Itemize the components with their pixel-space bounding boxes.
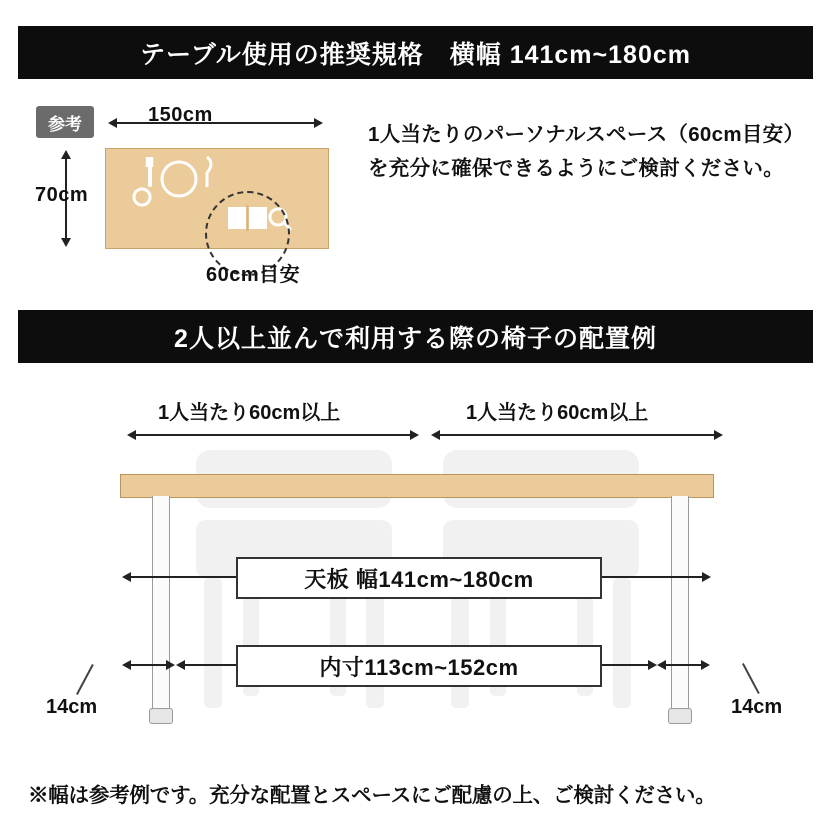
- width-arrow-left-head: [108, 118, 117, 128]
- top-heading-text: テーブル使用の推奨規格 横幅 141cm~180cm: [140, 40, 691, 69]
- section1-paragraph: 1人当たりのパーソナルスペース（60cm目安）を充分に確保できるようにご検討ください。: [368, 123, 794, 180]
- width-dimension-line: [117, 122, 315, 124]
- overhang-right-head-b: [701, 660, 710, 670]
- table-leg-right: [671, 496, 689, 710]
- per-person-right-line: [440, 434, 716, 436]
- inner-width-line-right: [594, 664, 650, 666]
- inner-width-callout-label: 内寸113cm~152cm: [319, 654, 519, 680]
- table-foot-left: [149, 708, 173, 724]
- overhang-right-label: 14cm: [731, 696, 783, 718]
- table-foot-right: [668, 708, 692, 724]
- overhang-right-line: [666, 664, 704, 666]
- tabletop-width-callout-label: 天板 幅141cm~180cm: [304, 566, 534, 592]
- per-person-right-head-right: [714, 430, 723, 440]
- overhang-left-head-a: [122, 660, 131, 670]
- inner-width-line-left: [185, 664, 241, 666]
- overhang-left-line: [131, 664, 169, 666]
- overhang-right-head-a: [657, 660, 666, 670]
- tabletop-width-line-right: [594, 576, 704, 578]
- width-arrow-right-head: [314, 118, 323, 128]
- inner-width-callout: [236, 645, 602, 687]
- reference-badge-label: 参考: [48, 114, 82, 134]
- table-leg-left: [152, 496, 170, 710]
- top-heading-band: [18, 26, 813, 79]
- per-person-left-head-left: [127, 430, 136, 440]
- height-arrow-top-head: [61, 150, 71, 159]
- width-dimension-label: 150cm: [148, 104, 213, 126]
- overhang-left-label: 14cm: [46, 696, 98, 718]
- per-person-left-line: [136, 434, 412, 436]
- tabletop-width-line-left: [131, 576, 241, 578]
- inner-width-head-right: [648, 660, 657, 670]
- per-person-right-head-left: [431, 430, 440, 440]
- footnote-text: ※幅は参考例です。充分な配置とスペースにご配慮の上、ご検討ください。: [28, 784, 716, 807]
- tabletop-width-callout: [236, 557, 602, 599]
- height-arrow-bottom-head: [61, 238, 71, 247]
- height-dimension-label: 70cm: [35, 184, 89, 206]
- tabletop-width-head-left: [122, 572, 131, 582]
- personal-space-label: 60cm目安: [206, 264, 301, 286]
- per-person-left-head-right: [410, 430, 419, 440]
- tabletop-width-head-right: [702, 572, 711, 582]
- reference-badge: [36, 106, 94, 138]
- mid-heading-text: 2人以上並んで利用する際の椅子の配置例: [174, 324, 657, 353]
- table-top-elevation: [120, 474, 714, 498]
- per-person-left-label: 1人当たり60cm以上: [158, 402, 341, 424]
- inner-width-head-left: [176, 660, 185, 670]
- mid-heading-band: [18, 310, 813, 363]
- per-person-right-label: 1人当たり60cm以上: [466, 402, 649, 424]
- overhang-left-head-b: [166, 660, 175, 670]
